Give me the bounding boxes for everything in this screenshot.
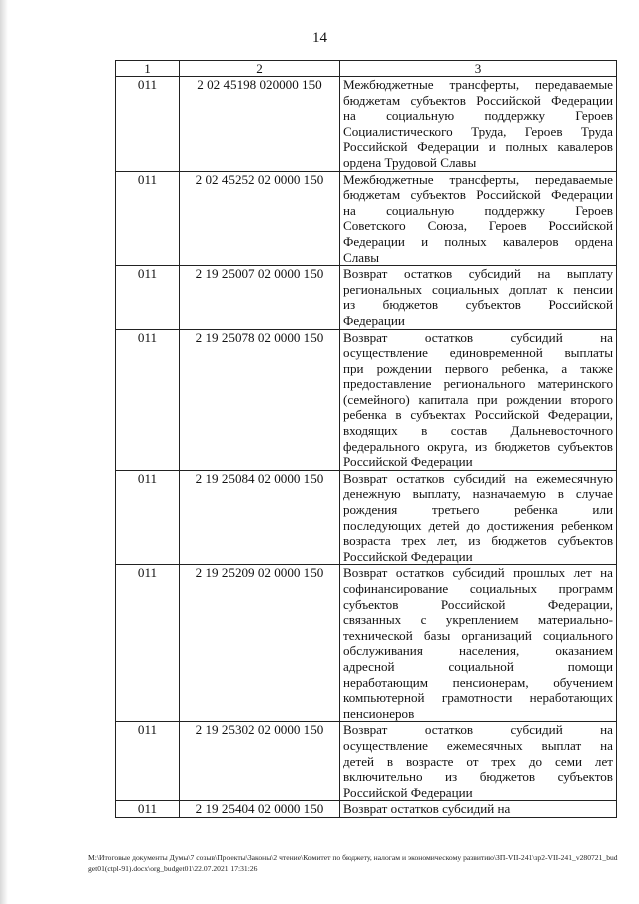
description-line: возраста трех лет, из бюджетов субъектов: [343, 533, 613, 549]
description-line: связанных с укреплением материально-: [343, 612, 613, 628]
description-line: Межбюджетные трансферты, передаваемые: [343, 171, 613, 187]
description-line: Возврат остатков субсидий прошлых лет на: [343, 565, 613, 581]
admin-code-cell: 011: [116, 470, 180, 565]
description-line: Возврат остатков субсидий на: [343, 722, 613, 738]
description-cell: [340, 470, 617, 565]
description-line: из бюджетов субъектов Российской: [343, 297, 613, 313]
description-line: рождения третьего ребенка или: [343, 502, 613, 518]
description-line: Возврат остатков субсидий на ежемесячную: [343, 470, 613, 486]
admin-code-cell: 011: [116, 801, 180, 818]
description-line: бюджетам субъектов Российской Федерации: [343, 187, 613, 203]
budget-code-cell: 2 19 25302 02 0000 150: [180, 722, 340, 801]
admin-code-cell: 011: [116, 171, 180, 266]
description-line: Возврат остатков субсидий на: [343, 329, 613, 345]
description-cell: [340, 329, 617, 470]
description-line: региональных социальных доплат к пенсии: [343, 281, 613, 297]
budget-code-cell: 2 19 25209 02 0000 150: [180, 565, 340, 722]
description-line: пенсионеров: [343, 705, 415, 721]
description-line: Социалистического Труда, Героев Труда: [343, 123, 613, 139]
table-row: [116, 329, 617, 470]
description-line: на социальную поддержку Героев: [343, 202, 613, 218]
budget-code-cell: 2 02 45252 02 0000 150: [180, 171, 340, 266]
description-line: федерального округа, из бюджетов субъектов: [343, 438, 613, 454]
table-row: [116, 722, 617, 801]
description-line: Межбюджетные трансферты, передаваемые: [343, 77, 613, 92]
table-row: [116, 266, 617, 329]
description-cell: [340, 801, 617, 818]
income-codes-table: [115, 60, 617, 818]
description-line: Российской Федерации: [343, 784, 473, 800]
admin-code-cell: 011: [116, 266, 180, 329]
description-line: субъектов Российской Федерации,: [343, 596, 613, 612]
description-line: (семейного) капитала при рождении второго: [343, 391, 613, 407]
description-line: обслуживания населения, оказанием: [343, 643, 613, 659]
description-line: осуществление единовременной выплаты: [343, 345, 613, 361]
admin-code-cell: 011: [116, 722, 180, 801]
table-header-row: [116, 61, 617, 77]
table-row: [116, 470, 617, 565]
admin-code-cell: 011: [116, 565, 180, 722]
table-row: [116, 171, 617, 266]
description-line: включительно из бюджетов субъектов: [343, 769, 613, 785]
description-line: Славы: [343, 249, 380, 265]
description-cell: [340, 722, 617, 801]
description-line: последующих детей до достижения ребенком: [343, 517, 613, 533]
budget-code-cell: 2 19 25084 02 0000 150: [180, 470, 340, 565]
description-line: ордена Трудовой Славы: [343, 154, 477, 170]
page-number: 14: [312, 30, 327, 46]
admin-code-cell: 011: [116, 77, 180, 172]
description-line: Возврат остатков субсидий на: [343, 801, 511, 817]
description-line: компьютерной грамотности неработающих: [343, 690, 613, 706]
description-line: бюджетам субъектов Российской Федерации: [343, 92, 613, 108]
column-header-2: 2: [180, 61, 340, 77]
description-line: осуществление ежемесячных выплат на: [343, 737, 613, 753]
column-header-1: 1: [116, 61, 180, 77]
column-header-3: 3: [340, 61, 617, 77]
description-line: софинансирование социальных программ: [343, 581, 613, 596]
description-line: технической базы организаций социального: [343, 627, 613, 643]
description-line: Федерации: [343, 312, 405, 328]
description-cell: [340, 565, 617, 722]
budget-code-cell: 2 19 25007 02 0000 150: [180, 266, 340, 329]
budget-code-cell: 2 19 25078 02 0000 150: [180, 329, 340, 470]
admin-code-cell: 011: [116, 329, 180, 470]
description-line: Федерации и полных кавалеров ордена: [343, 233, 613, 249]
description-line: Российской Федерации и полных кавалеров: [343, 139, 613, 155]
description-cell: [340, 171, 617, 266]
description-line: Советского Союза, Героев Российской: [343, 218, 613, 234]
description-line: Возврат остатков субсидий на выплату: [343, 266, 613, 282]
description-line: детей в возрасте от трех до семи лет: [343, 753, 613, 769]
description-line: Российской Федерации: [343, 454, 473, 470]
description-line: предоставление регионального материнского: [343, 376, 613, 392]
description-cell: [340, 77, 617, 172]
table-body: [116, 77, 617, 818]
description-cell: [340, 266, 617, 329]
budget-code-cell: 2 02 45198 020000 150: [180, 77, 340, 172]
description-line: входящих в состав Дальневосточного: [343, 423, 613, 439]
table-row: [116, 801, 617, 818]
file-path-footer: М:\Итоговые документы Думы\7 созыв\Проекты\Законы\2 чтение\Комитет по бюджету, налогам и экономическому развитию\ЗП-VII-241\зр2-VII-241_v280721_budget01(ctpl-91).docx\org_budget01\22.07.2021 17:31:26: [88, 853, 618, 873]
budget-code-cell: 2 19 25404 02 0000 150: [180, 801, 340, 818]
description-line: ребенка в субъектах Российской Федерации,: [343, 407, 613, 423]
description-line: Российской Федерации: [343, 548, 473, 564]
description-line: денежную выплату, назначаемую в случае: [343, 486, 613, 502]
description-line: адресной социальной помощи: [343, 658, 613, 674]
scan-edge: [0, 0, 8, 904]
table-row: [116, 565, 617, 722]
description-line: при рождении первого ребенка, а также: [343, 360, 613, 376]
description-line: на социальную поддержку Героев: [343, 108, 613, 124]
table-row: [116, 77, 617, 172]
description-line: неработающим пенсионерам, обучением: [343, 674, 613, 690]
